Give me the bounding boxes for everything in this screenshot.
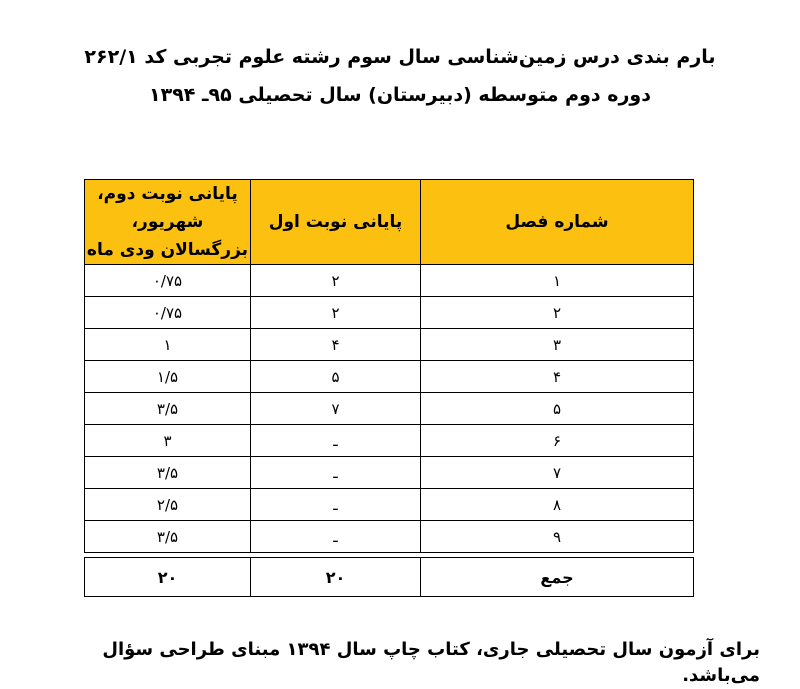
cell-chapter: ۹	[421, 521, 694, 553]
table-row	[85, 393, 694, 425]
cell-chapter: ۶	[421, 425, 694, 457]
cell-first-term: ۵	[251, 361, 421, 393]
cell-second-term: ۳	[85, 425, 251, 457]
cell-first-term: ـ	[251, 425, 421, 457]
cell-second-term: ۳/۵	[85, 521, 251, 553]
cell-first-term: ـ	[251, 521, 421, 553]
footer-note: برای آزمون سال تحصیلی جاری، کتاب چاپ سال ۱۳۹۴ مبنای طراحی سؤال می‌باشد.	[102, 639, 760, 686]
header-final-second-line1: پایانی نوبت دوم، شهریور،	[97, 184, 238, 232]
cell-chapter: ۱	[421, 265, 694, 297]
table-row	[85, 329, 694, 361]
cell-second-term: ۳/۵	[85, 393, 251, 425]
table-row	[85, 425, 694, 457]
cell-second-term: ۲/۵	[85, 489, 251, 521]
header-final-second-term	[85, 180, 251, 265]
score-distribution-table	[84, 179, 694, 597]
cell-chapter: ۳	[421, 329, 694, 361]
cell-chapter: ۵	[421, 393, 694, 425]
cell-chapter: ۲	[421, 297, 694, 329]
header-final-second-line2: بزرگسالان ودی ماه	[86, 240, 249, 260]
table-row	[85, 265, 694, 297]
total-label: جمع	[421, 558, 694, 597]
table-row	[85, 361, 694, 393]
table-row	[85, 521, 694, 553]
table-total-row	[85, 558, 694, 597]
cell-chapter: ۴	[421, 361, 694, 393]
cell-first-term: ـ	[251, 489, 421, 521]
total-first-term: ۲۰	[251, 558, 421, 597]
cell-second-term: ۰/۷۵	[85, 297, 251, 329]
header-chapter-number: شماره فصل	[421, 180, 694, 265]
cell-first-term: ۷	[251, 393, 421, 425]
table-row	[85, 297, 694, 329]
total-second-term: ۲۰	[85, 558, 251, 597]
cell-first-term: ۲	[251, 297, 421, 329]
table-header-row	[85, 180, 694, 265]
document-title-line1: بارم بندی درس زمین‌شناسی سال سوم رشته علوم تجربی کد ۲۶۲/۱	[84, 46, 716, 68]
header-final-first-term: پایانی نوبت اول	[251, 180, 421, 265]
cell-first-term: ۴	[251, 329, 421, 361]
table-row	[85, 457, 694, 489]
cell-second-term: ۱/۵	[85, 361, 251, 393]
document-title-line2: دوره دوم متوسطه (دبیرستان) سال تحصیلی ۹۵ـ ۱۳۹۴	[149, 84, 651, 106]
cell-second-term: ۰/۷۵	[85, 265, 251, 297]
cell-chapter: ۸	[421, 489, 694, 521]
cell-first-term: ۲	[251, 265, 421, 297]
cell-chapter: ۷	[421, 457, 694, 489]
cell-second-term: ۱	[85, 329, 251, 361]
table-row	[85, 489, 694, 521]
cell-second-term: ۳/۵	[85, 457, 251, 489]
cell-first-term: ـ	[251, 457, 421, 489]
